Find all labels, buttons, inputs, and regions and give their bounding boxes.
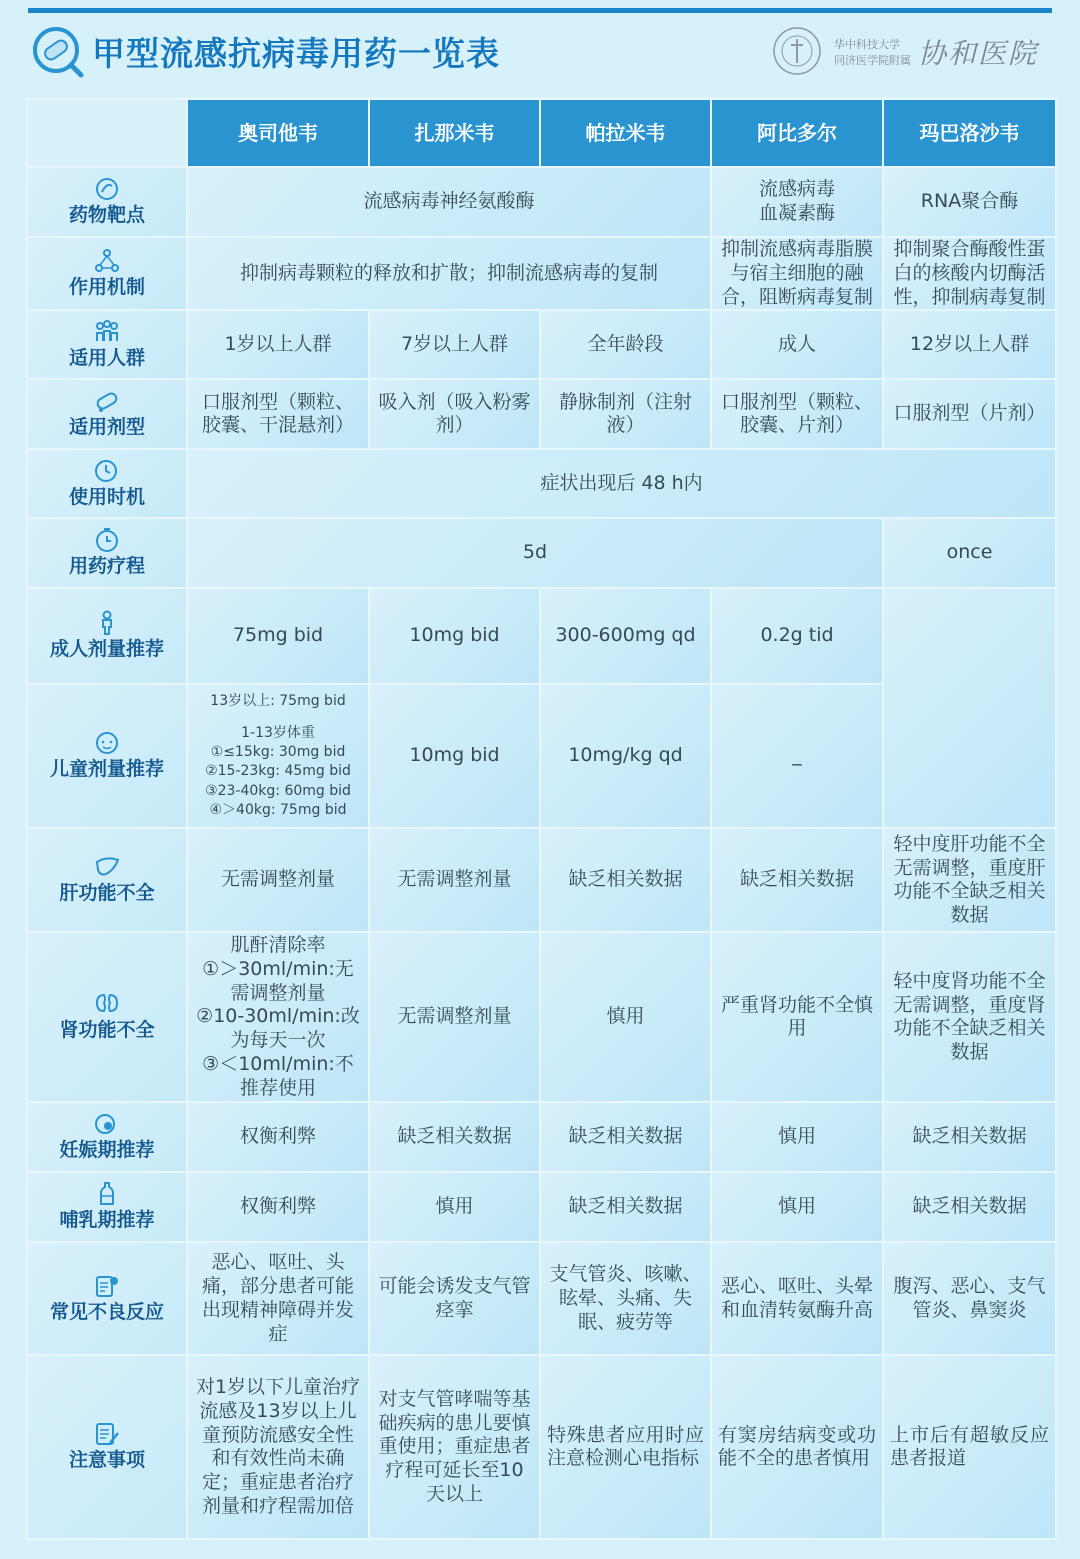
table-row xyxy=(27,449,1056,518)
lactation-cell: 权衡利弊 xyxy=(187,1172,369,1242)
notes-cell: 对1岁以下儿童治疗流感及13岁以上儿童预防流感安全性和有效性尚未确定；重症患者治疗剂量和疗程需加倍 xyxy=(187,1355,369,1539)
top-accent-bar xyxy=(28,8,1052,13)
kidney-icon xyxy=(94,991,120,1017)
row-label-mechanism xyxy=(27,237,187,310)
lactation-cell: 缺乏相关数据 xyxy=(883,1172,1056,1242)
adverse-cell: 恶心、呕吐、头痛，部分患者可能出现精神障碍并发症 xyxy=(187,1242,369,1355)
population-cell: 1岁以上人群 xyxy=(187,310,369,379)
row-label-text: 肝功能不全 xyxy=(59,882,155,905)
row-label-text: 使用时机 xyxy=(68,485,145,508)
drug-table xyxy=(26,98,1057,1540)
liver-cell: 缺乏相关数据 xyxy=(711,828,883,932)
table-row xyxy=(27,237,1056,310)
liver-cell: 无需调整剂量 xyxy=(187,828,369,932)
row-label-timing xyxy=(27,449,187,518)
clock-icon xyxy=(94,458,120,484)
dosage-form-cell: 静脉制剂（注射液） xyxy=(540,379,711,449)
course-cell-baloxavir: once xyxy=(883,518,1056,588)
row-label-text: 妊娠期推荐 xyxy=(59,1139,155,1162)
col-header-peramivir: 帕拉米韦 xyxy=(540,99,711,167)
dosage-form-cell: 口服剂型（颗粒、胶囊、干混悬剂） xyxy=(187,379,369,449)
row-label-course xyxy=(27,518,187,588)
timing-cell: 症状出现后 48 h内 xyxy=(187,449,1056,518)
lactation-cell: 缺乏相关数据 xyxy=(540,1172,711,1242)
table-row xyxy=(27,167,1056,237)
table-header-row xyxy=(27,99,1056,167)
table-row xyxy=(27,828,1056,932)
child-dose-line: ③23-40kg: 60mg bid xyxy=(205,782,351,799)
baloxavir-dose-cell xyxy=(883,588,1056,828)
mechanism-cell-baloxavir: 抑制聚合酶酸性蛋白的核酸内切酶活性，抑制病毒复制 xyxy=(883,237,1056,310)
row-label-text: 注意事项 xyxy=(68,1449,145,1472)
population-cell: 12岁以上人群 xyxy=(883,310,1056,379)
dosage-form-cell: 口服剂型（颗粒、胶囊、片剂） xyxy=(711,379,883,449)
row-label-target xyxy=(27,167,187,237)
liver-cell: 缺乏相关数据 xyxy=(540,828,711,932)
table-row xyxy=(27,518,1056,588)
adult-dose-cell: 75mg bid xyxy=(187,588,369,684)
child-dose-cell-oseltamivir xyxy=(187,684,369,828)
population-cell: 7岁以上人群 xyxy=(369,310,540,379)
notes-cell: 有窦房结病变或功能不全的患者慎用 xyxy=(711,1355,883,1539)
row-label-pregnancy xyxy=(27,1102,187,1172)
pregnancy-cell: 缺乏相关数据 xyxy=(369,1102,540,1172)
adult-dose-cell: 10mg bid xyxy=(369,588,540,684)
table-row xyxy=(27,310,1056,379)
hospital-affiliation-1: 华中科技大学 xyxy=(834,38,900,51)
kidney-line: ①＞30ml/min:无需调整剂量 xyxy=(202,957,354,1004)
table-row xyxy=(27,1242,1056,1355)
capsule-icon xyxy=(94,388,120,414)
row-label-adult-dose xyxy=(27,588,187,684)
col-header-baloxavir: 玛巴洛沙韦 xyxy=(883,99,1056,167)
dosage-form-cell: 吸入剂（吸入粉雾剂） xyxy=(369,379,540,449)
child-dose-cell-zanamivir: 10mg bid xyxy=(369,684,540,828)
child-face-icon xyxy=(94,730,120,756)
child-dose-cell-peramivir: 10mg/kg qd xyxy=(540,684,711,828)
target-cell-shared: 流感病毒神经氨酸酶 xyxy=(187,167,711,237)
row-label-child-dose xyxy=(27,684,187,828)
col-header-arbidol: 阿比多尔 xyxy=(711,99,883,167)
bottle-icon xyxy=(94,1181,120,1207)
molecule-icon xyxy=(94,176,120,202)
hospital-affiliation-2: 同济医学院附属 xyxy=(834,54,911,67)
hospital-seal-icon xyxy=(772,26,822,76)
population-cell: 成人 xyxy=(711,310,883,379)
liver-icon xyxy=(94,854,120,880)
liver-cell: 无需调整剂量 xyxy=(369,828,540,932)
lactation-cell: 慎用 xyxy=(711,1172,883,1242)
adverse-cell: 恶心、呕吐、头晕和血清转氨酶升高 xyxy=(711,1242,883,1355)
row-label-kidney xyxy=(27,932,187,1102)
adult-dose-cell: 0.2g tid xyxy=(711,588,883,684)
hospital-logo xyxy=(772,22,1062,82)
row-label-text: 用药疗程 xyxy=(68,555,145,578)
adult-dose-cell: 300-600mg qd xyxy=(540,588,711,684)
timer-icon xyxy=(94,527,120,553)
child-dose-line: 13岁以上: 75mg bid xyxy=(210,693,346,710)
table-row xyxy=(27,1355,1056,1539)
pill-magnifier-icon xyxy=(30,24,84,78)
row-label-text: 适用剂型 xyxy=(68,416,145,439)
notes-cell: 特殊患者应用时应注意检测心电指标 xyxy=(540,1355,711,1539)
row-label-dosage-form xyxy=(27,379,187,449)
row-label-text: 常见不良反应 xyxy=(49,1300,164,1323)
pregnancy-cell: 缺乏相关数据 xyxy=(540,1102,711,1172)
people-icon xyxy=(94,319,120,345)
table-row xyxy=(27,379,1056,449)
dosage-form-cell: 口服剂型（片剂） xyxy=(883,379,1056,449)
kidney-cell-oseltamivir xyxy=(187,932,369,1102)
adverse-cell: 支气管炎、咳嗽、眩晕、头痛、失眠、疲劳等 xyxy=(540,1242,711,1355)
table-row xyxy=(27,1102,1056,1172)
kidney-line: ③＜10ml/min:不推荐使用 xyxy=(202,1052,354,1099)
kidney-cell: 无需调整剂量 xyxy=(369,932,540,1102)
course-cell-shared: 5d xyxy=(187,518,883,588)
row-label-liver xyxy=(27,828,187,932)
lactation-cell: 慎用 xyxy=(369,1172,540,1242)
report-icon xyxy=(94,1273,120,1299)
network-icon xyxy=(94,248,120,274)
pregnancy-cell: 缺乏相关数据 xyxy=(883,1102,1056,1172)
kidney-cell: 严重肾功能不全慎用 xyxy=(711,932,883,1102)
child-dose-line: ④＞40kg: 75mg bid xyxy=(209,801,347,818)
kidney-cell: 轻中度肾功能不全无需调整，重度肾功能不全缺乏相关数据 xyxy=(883,932,1056,1102)
child-dose-line: ①≤15kg: 30mg bid xyxy=(210,743,346,760)
notes-cell: 上市后有超敏反应患者报道 xyxy=(883,1355,1056,1539)
col-header-oseltamivir: 奥司他韦 xyxy=(187,99,369,167)
pregnancy-cell: 权衡利弊 xyxy=(187,1102,369,1172)
adverse-cell: 可能会诱发支气管痉挛 xyxy=(369,1242,540,1355)
row-label-notes xyxy=(27,1355,187,1539)
row-label-text: 成人剂量推荐 xyxy=(49,638,164,661)
table-row xyxy=(27,1172,1056,1242)
adverse-cell: 腹泻、恶心、支气管炎、鼻窦炎 xyxy=(883,1242,1056,1355)
corner-cell xyxy=(27,99,187,167)
child-dose-line: ②15-23kg: 45mg bid xyxy=(205,763,351,780)
child-dose-cell-arbidol: _ xyxy=(711,684,883,828)
row-label-text: 儿童剂量推荐 xyxy=(49,758,164,781)
child-dose-line: 1-13岁体重 xyxy=(241,724,315,741)
kidney-line: 肌酐清除率 xyxy=(230,934,326,957)
row-label-text: 肾功能不全 xyxy=(59,1019,155,1042)
row-label-text: 哺乳期推荐 xyxy=(59,1209,155,1232)
notes-cell: 对支气管哮喘等基础疾病的患儿要慎重使用；重症患者疗程可延长至10天以上 xyxy=(369,1355,540,1539)
hospital-name: 协和医院 xyxy=(918,37,1039,70)
kidney-line: ②10-30ml/min:改为每天一次 xyxy=(196,1005,360,1052)
target-cell-baloxavir: RNA聚合酶 xyxy=(883,167,1056,237)
person-icon xyxy=(94,610,120,636)
row-label-text: 作用机制 xyxy=(68,275,145,298)
page-title: 甲型流感抗病毒用药一览表 xyxy=(92,34,500,73)
target-cell-arbidol: 流感病毒 血凝素酶 xyxy=(711,167,883,237)
row-label-text: 适用人群 xyxy=(68,346,145,369)
table-row xyxy=(27,588,1056,684)
population-cell: 全年龄段 xyxy=(540,310,711,379)
kidney-cell: 慎用 xyxy=(540,932,711,1102)
row-label-adverse xyxy=(27,1242,187,1355)
table-row xyxy=(27,932,1056,1102)
pregnancy-cell: 慎用 xyxy=(711,1102,883,1172)
pregnancy-icon xyxy=(94,1111,120,1137)
col-header-zanamivir: 扎那米韦 xyxy=(369,99,540,167)
row-label-lactation xyxy=(27,1172,187,1242)
row-label-population xyxy=(27,310,187,379)
mechanism-cell-arbidol: 抑制流感病毒脂膜与宿主细胞的融合，阻断病毒复制 xyxy=(711,237,883,310)
mechanism-cell-shared: 抑制病毒颗粒的释放和扩散；抑制流感病毒的复制 xyxy=(187,237,711,310)
liver-cell: 轻中度肝功能不全无需调整，重度肝功能不全缺乏相关数据 xyxy=(883,828,1056,932)
notes-icon xyxy=(94,1421,120,1447)
row-label-text: 药物靶点 xyxy=(68,204,145,227)
